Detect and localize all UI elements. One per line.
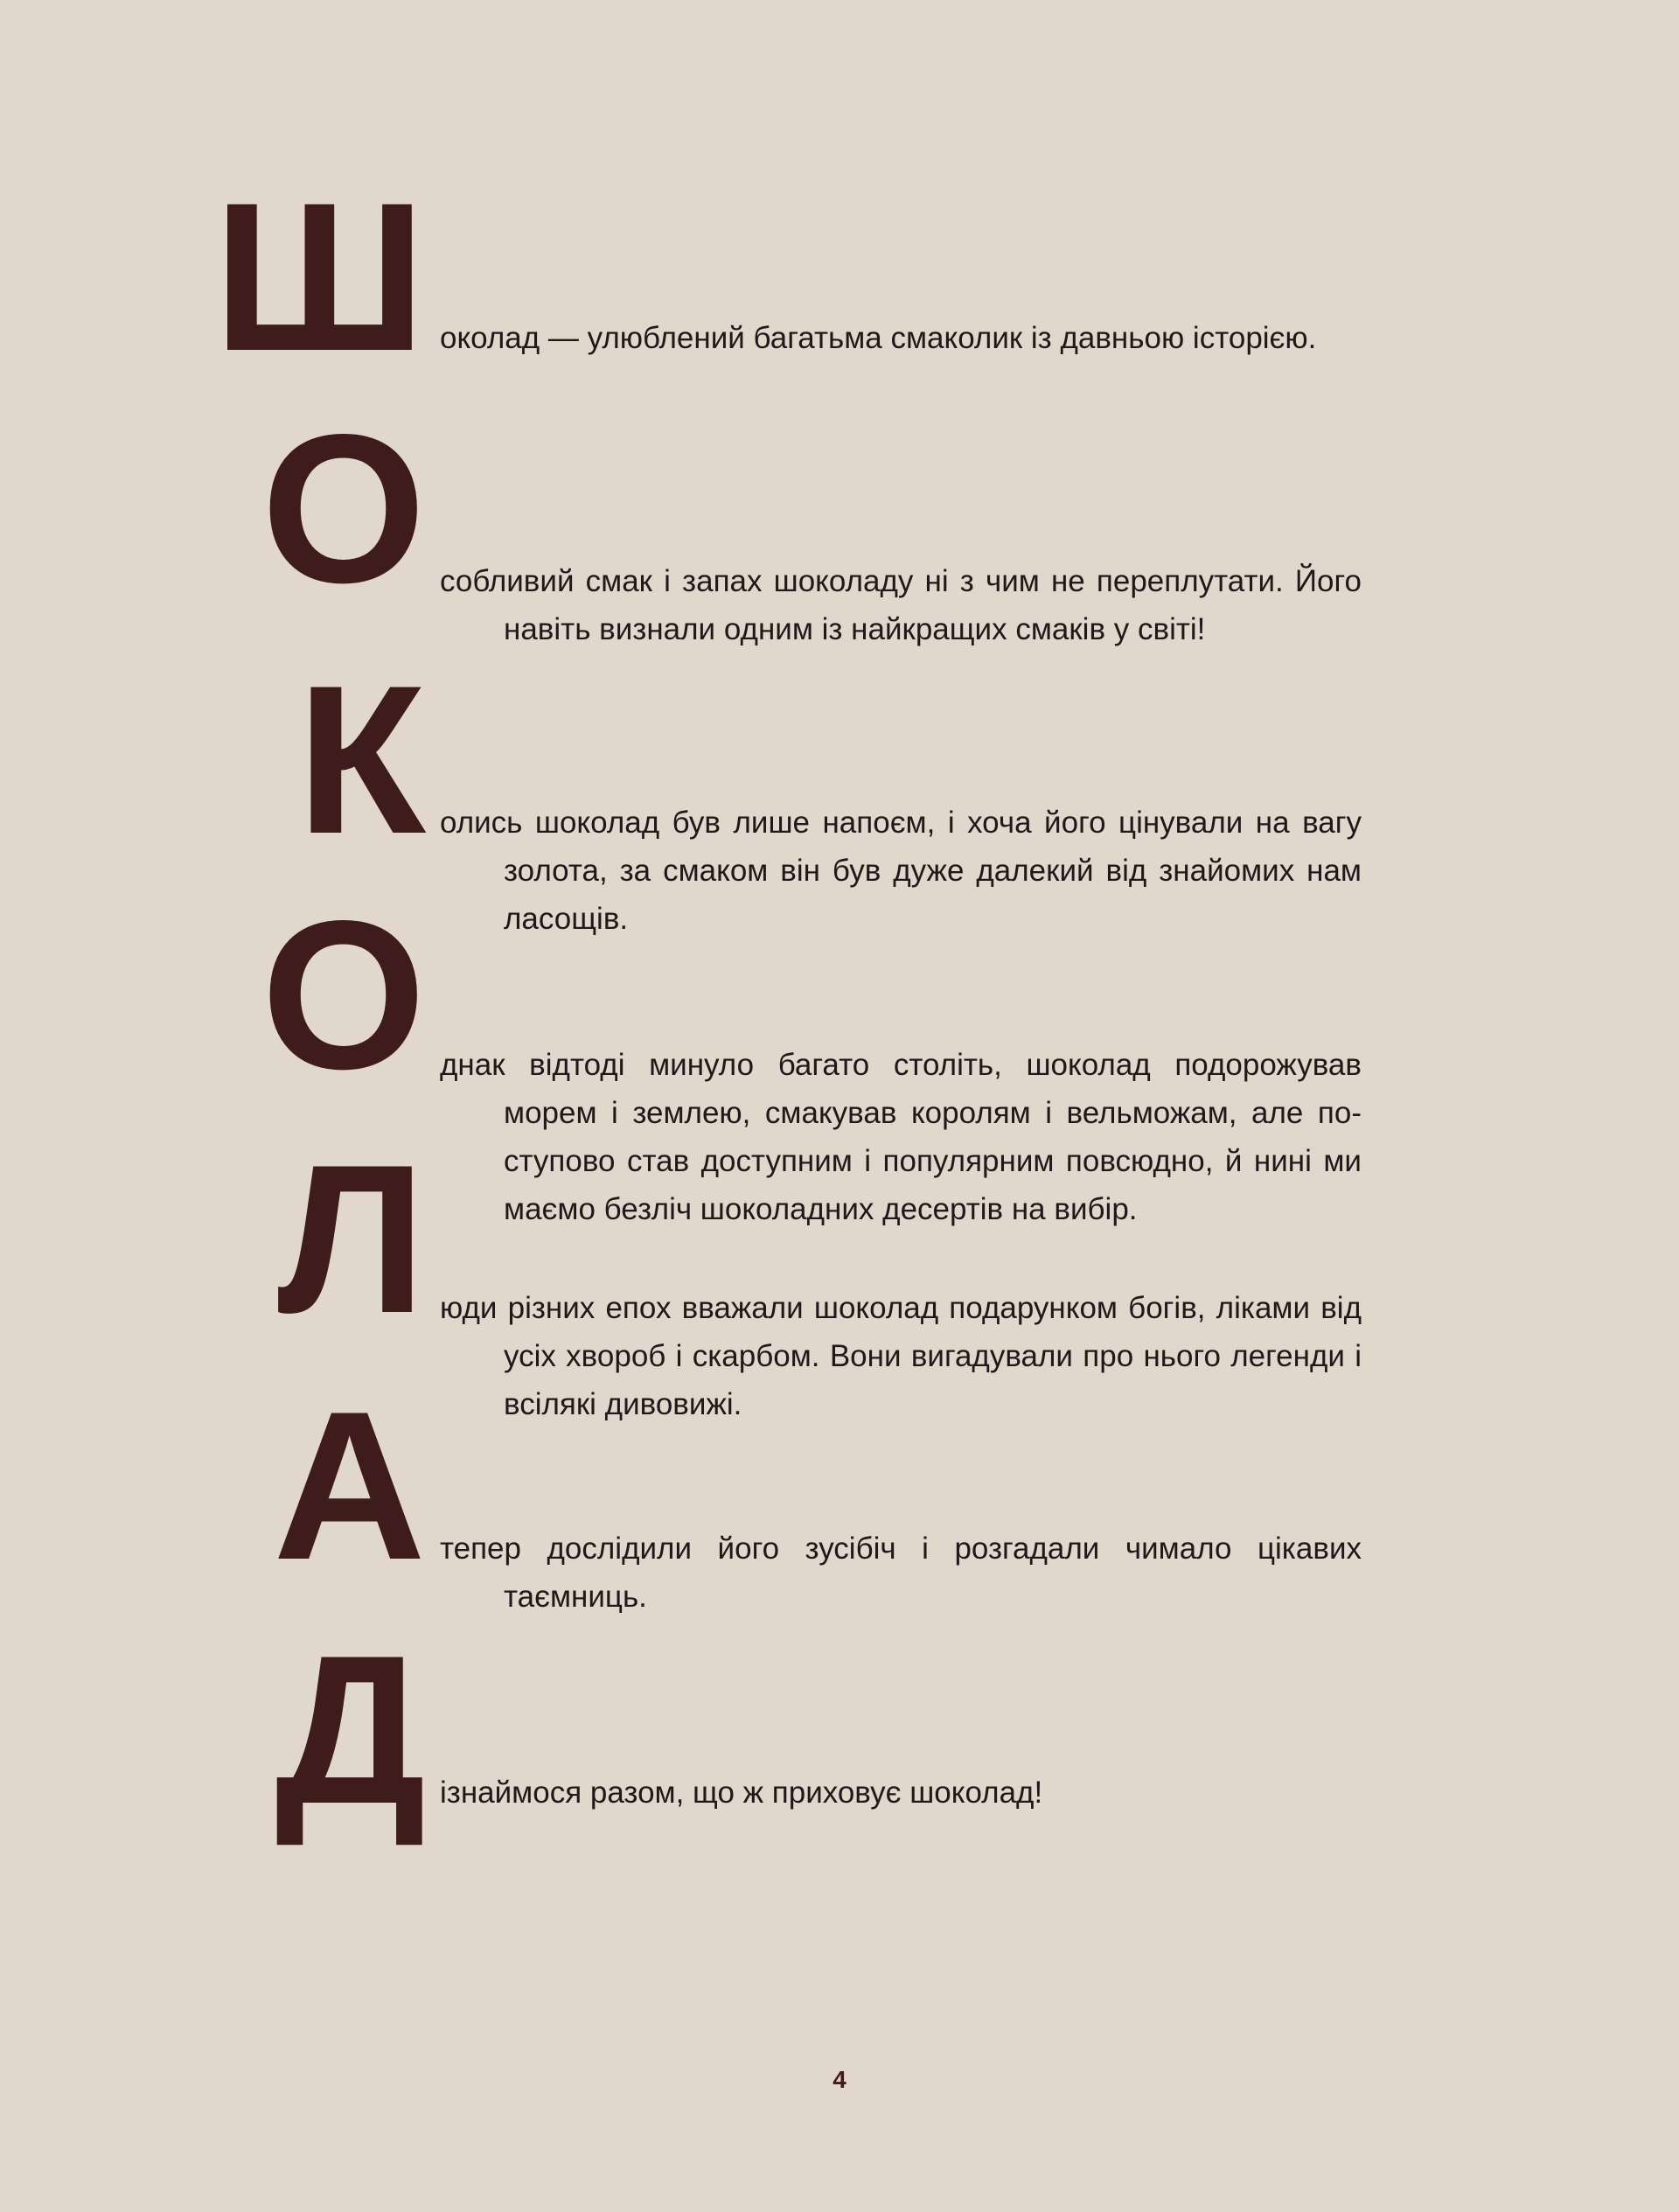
page-number: 4: [833, 2066, 846, 2093]
initial-letter: Л: [277, 1121, 426, 1357]
initial-letter: К: [296, 642, 426, 878]
initial-letter: Д: [275, 1612, 426, 1848]
initial-letter: А: [273, 1368, 426, 1604]
initial-letter: О: [261, 391, 426, 627]
paragraph: днак відтоді минуло багато століть, шоколад подорожував морем і землею, смакував королям і вельможам, але поступово став доступним і популярним повсюдно, й нині ми маємо безліч шоколадних десертів на вибір.: [440, 1048, 1362, 1226]
paragraph: собливий смак і запах шоколаду ні з чим не переплутати. Його навіть визнали одним із найкращих смаків у світі!: [440, 564, 1362, 646]
paragraph: юди різних епох вважали шоколад подарунком богів, ліками від усіх хвороб і скарбом. Вони вигадували про нього легенди і всілякі дивовижі.: [440, 1291, 1362, 1421]
paragraph: ізнаймося разом, що ж приховує шоколад!: [440, 1776, 1043, 1810]
paragraph: околад — улюблений багатьма смаколик із давньою історією.: [440, 321, 1317, 355]
paragraph: олись шоколад був лише напоєм, і хоча його цінували на вагу золота, за смаком він був дуже далекий від знайомих нам ласощів.: [440, 806, 1362, 936]
initial-letter: О: [261, 877, 426, 1113]
paragraph: тепер дослідили його зусібіч і розгадали чимало цікавих таємниць.: [440, 1532, 1362, 1614]
initial-letter: Ш: [212, 159, 426, 395]
